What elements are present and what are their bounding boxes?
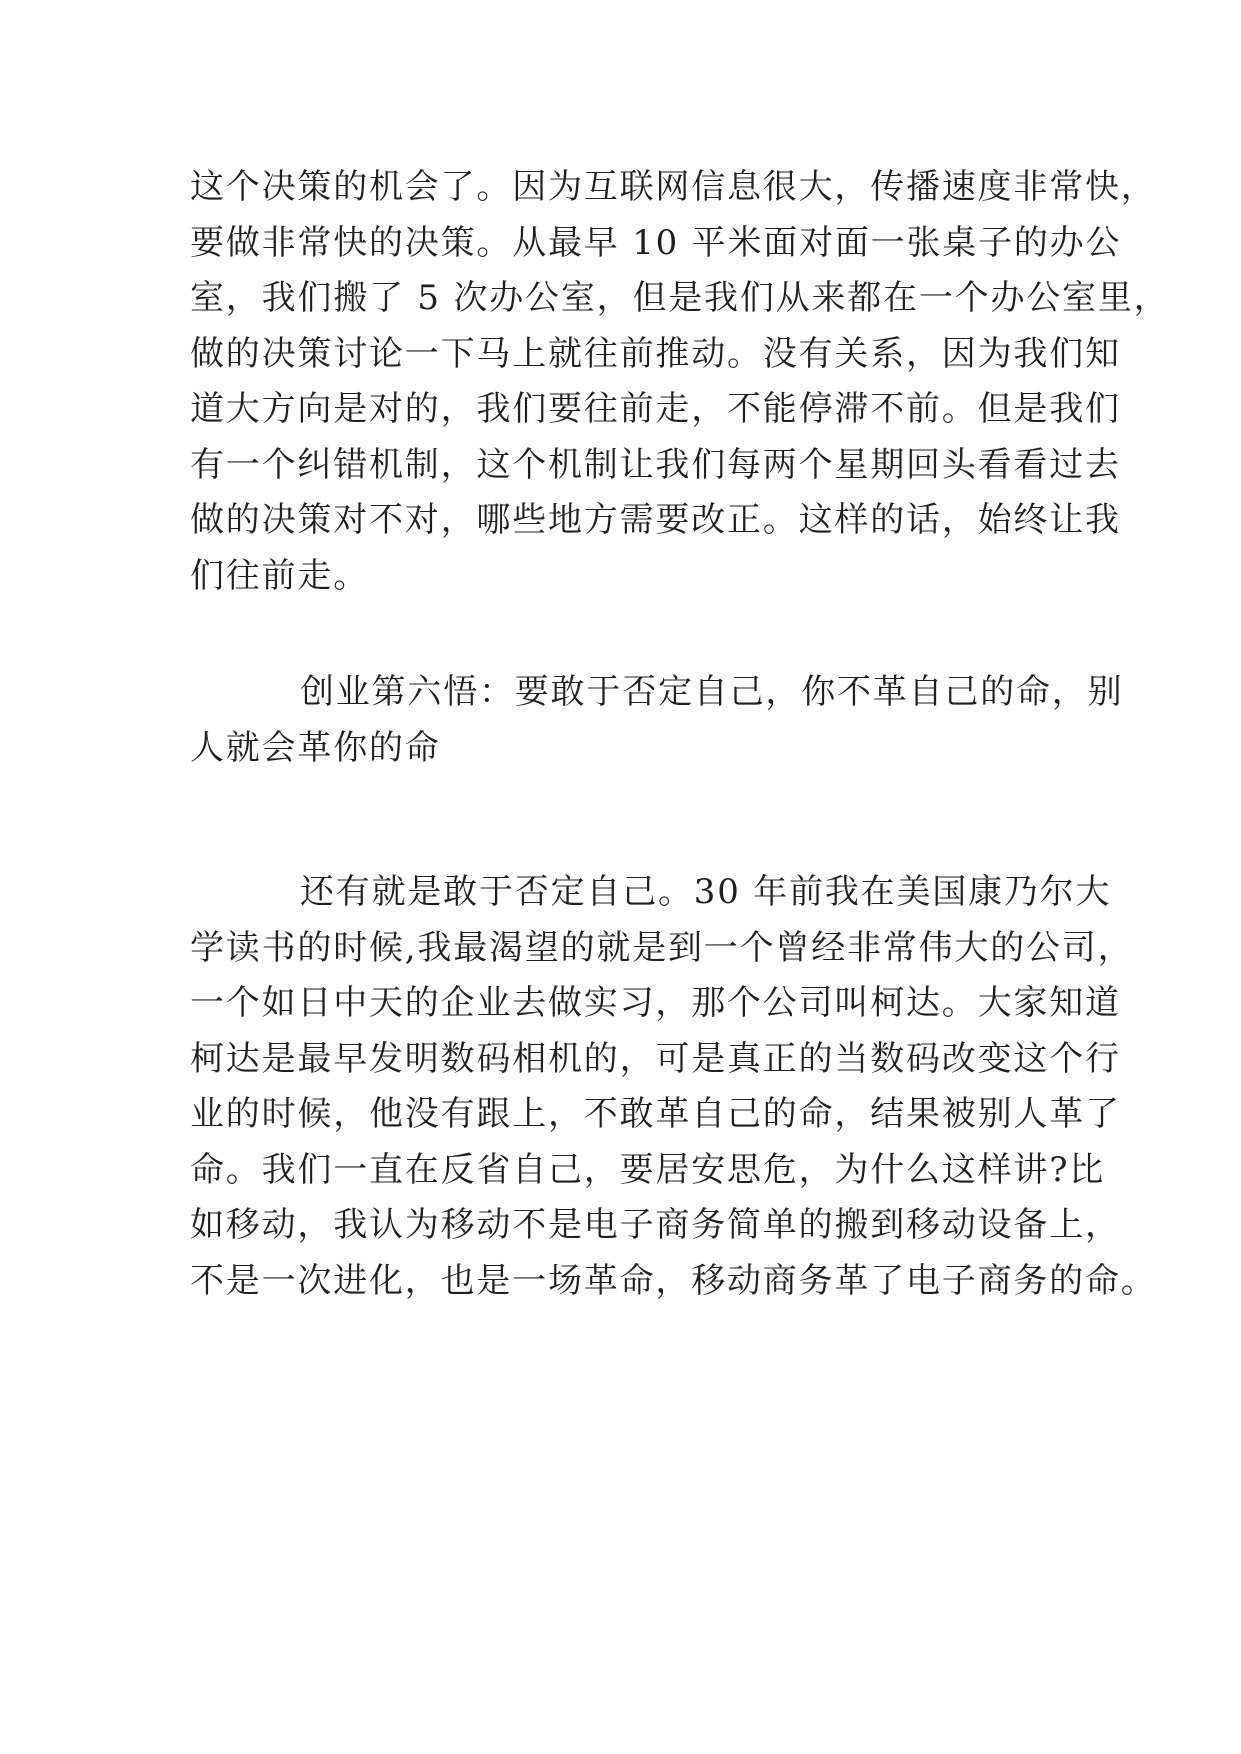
paragraph-line: 室，我们搬了 5 次办公室，但是我们从来都在一个办公室里， <box>190 278 1170 318</box>
paragraph-line: 柯达是最早发明数码相机的，可是真正的当数码改变这个行 <box>190 1038 1121 1079</box>
paragraph-line: 这个决策的机会了。因为互联网信息很大，传播速度非常快， <box>190 167 1157 207</box>
paragraph-line: 如移动，我认为移动不是电子商务简单的搬到移动设备上， <box>190 1205 1121 1245</box>
paragraph-self-denial <box>190 865 1157 1309</box>
heading-line: 创业第六悟：要敢于否定自己，你不革自己的命，别 <box>300 672 1124 712</box>
section-heading <box>190 665 1124 776</box>
paragraph-line: 命。我们一直在反省自己，要居安思危，为什么这样讲?比 <box>190 1149 1106 1190</box>
paragraph-line: 做的决策讨论一下马上就往前推动。没有关系，因为我们知 <box>190 333 1121 374</box>
heading-line: 人就会革你的命 <box>190 727 441 768</box>
paragraph-line: 们往前走。 <box>190 555 369 596</box>
paragraph-line: 做的决策对不对，哪些地方需要改正。这样的话，始终让我 <box>190 500 1121 540</box>
paragraph-line: 不是一次进化，也是一场革命，移动商务革了电子商务的命。 <box>190 1260 1157 1301</box>
paragraph-line: 学读书的时候,我最渴望的就是到一个曾经非常伟大的公司， <box>190 927 1134 968</box>
paragraph-line: 要做非常快的决策。从最早 10 平米面对面一张桌子的办公 <box>190 222 1122 263</box>
paragraph-line: 业的时候，他没有跟上，不敢革自己的命，结果被别人革了 <box>190 1094 1121 1134</box>
paragraph-line: 一个如日中天的企业去做实习，那个公司叫柯达。大家知道 <box>190 983 1121 1023</box>
paragraph-line: 还有就是敢于否定自己。30 年前我在美国康乃尔大 <box>300 872 1112 912</box>
paragraph-decision-making <box>190 160 1170 604</box>
paragraph-line: 有一个纠错机制，这个机制让我们每两个星期回头看看过去 <box>190 444 1121 485</box>
paragraph-line: 道大方向是对的，我们要往前走，不能停滞不前。但是我们 <box>190 389 1121 429</box>
